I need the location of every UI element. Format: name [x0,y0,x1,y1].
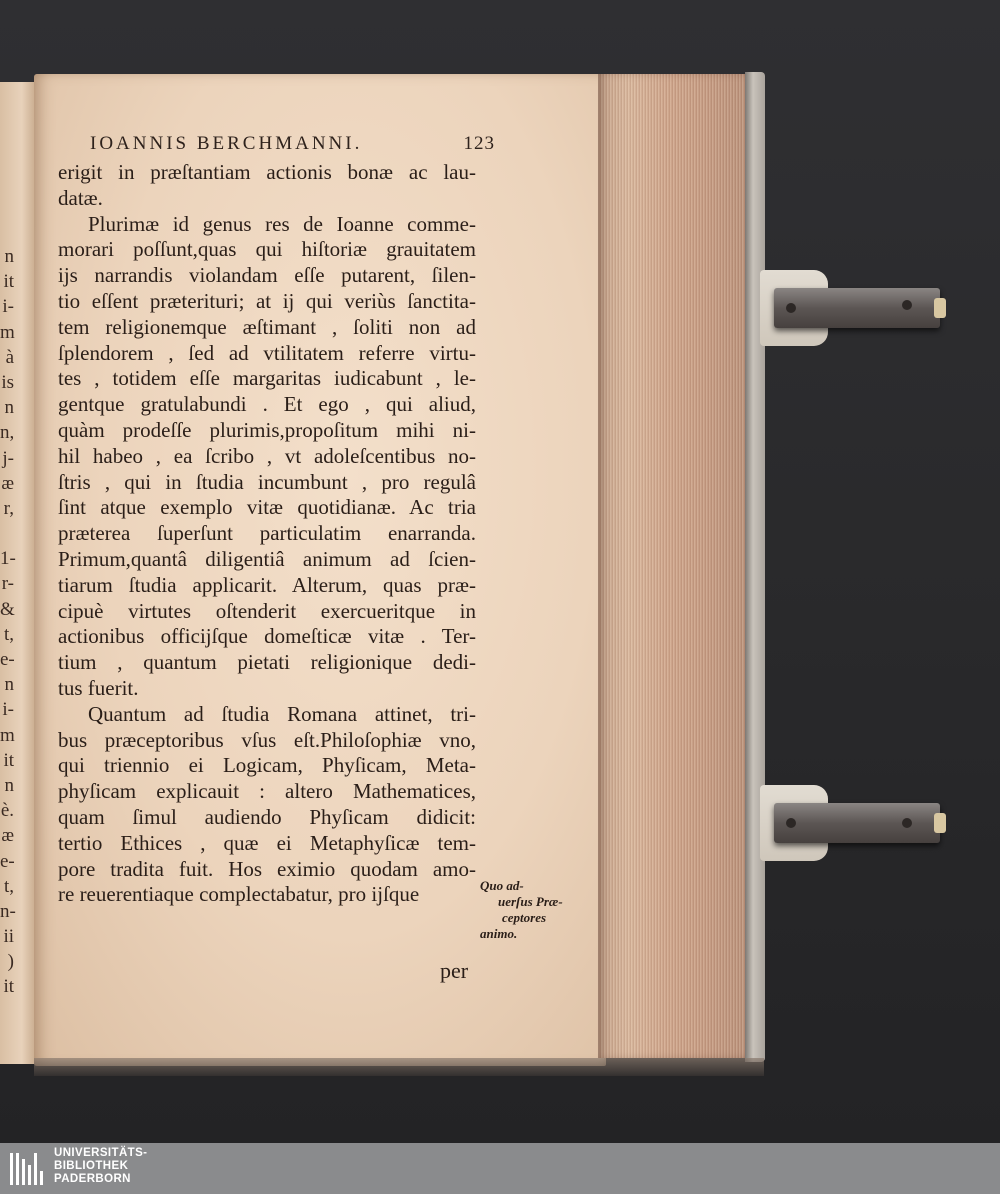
text-line: quàm prodeſſe plurimis,propoſitum mihi ni- [58,417,476,442]
previous-page-fragment: i- [2,699,14,721]
text-line: erigit in præſtantiam actionis bonæ ac lau- [58,160,476,184]
text-line: datæ. [58,185,103,210]
text-line: qui triennio ei Logicam, Phyſicam, Meta- [58,753,476,778]
marginal-note [480,878,566,942]
previous-page-fragment: è. [0,800,14,822]
previous-page-fragment: æ [1,825,14,847]
running-head [90,133,495,161]
library-footer-bar [0,1143,1000,1194]
marginal-note-line: Quo ad- [480,878,524,893]
text-line: Quantum ad ſtudia Romana attinet, tri- [88,701,476,726]
text-line: cipuè virtutes oſtenderit exercueritque in [58,598,476,623]
previous-page-fragment: r, [3,497,14,519]
text-line: phyſicam explicauit : altero Mathematices, [58,779,476,804]
text-line: actionibus officijſque domeſticæ vitæ . Ter- [58,624,476,649]
text-line: tem religionemque æſtimant , ſoliti non ad [58,314,476,339]
catchword: per [440,958,469,983]
previous-page-fragment: e- [0,850,15,872]
clasp-rivet [902,300,912,310]
text-line: re reuerentiaque complectabatur, pro ijſque [58,882,420,907]
text-line: morari poſſunt,quas qui hiſtoriæ grauitatem [58,237,476,262]
marginal-note-line: animo. [480,926,518,941]
book-bottom-edge [34,1058,764,1076]
book-cover-edge [745,72,765,1062]
text-line: ſtris , qui in ſtudia incumbunt , pro regulâ [58,469,476,494]
running-head-title: IOANNIS BERCHMANNI. [90,133,363,154]
previous-page-fragment: n [4,674,14,696]
text-line: tus fuerit. [58,675,139,700]
clasp-hook [934,298,946,318]
previous-page-fragment: m [0,321,15,343]
previous-page-fragment: e- [0,649,15,670]
text-line: ijs narrandis violandam eſſe putarent, ſilen- [58,263,476,288]
previous-page-fragment: r- [1,573,14,595]
previous-page-fragments [0,244,14,1000]
text-line: bus præceptoribus vſus eſt.Philoſophiæ vno, [58,727,476,752]
upper-clasp [760,270,944,346]
library-name-line: UNIVERSITÄTS- [54,1147,148,1159]
previous-page-fragment: is [1,371,14,393]
previous-page-fragment: it [3,976,14,998]
previous-page-fragment: n [4,397,14,419]
book-fore-edge [598,74,750,1058]
marginal-note-line: uerſus Præ- [498,894,563,909]
clasp-rivet [786,818,796,828]
previous-page-fragment: t, [3,875,14,897]
clasp-metal-plate [774,803,940,843]
library-logo-icon [8,1149,46,1189]
clasp-rivet [786,303,796,313]
library-name-line: PADERBORN [54,1173,131,1185]
previous-page-fragment: n, [0,422,15,444]
text-line: præterea ſuperſunt particulatim enarranda. [58,521,476,546]
text-line: Primum,quantâ diligentiâ animum ad ſcien- [58,546,476,571]
text-line: tio eſſent præterituri; at ij qui veriùs ſanctita- [58,288,476,313]
clasp-hook [934,813,946,833]
previous-page-fragment: n [4,774,14,796]
previous-page-fragment: m [0,724,15,746]
marginal-note-line: ceptores [502,910,547,925]
library-name [54,1147,147,1186]
previous-page-fragment: j- [2,447,14,469]
page-number: 123 [463,133,495,154]
body-text [58,160,476,908]
previous-page-fragment: æ [1,472,14,494]
previous-page-fragment: & [0,598,15,620]
previous-page-fragment: it [3,271,14,293]
previous-page-fragment: 1- [0,548,16,570]
text-line: quam ſimul audiendo Phyſicam didicit: [58,804,476,829]
text-line: tertio Ethices , quæ ei Metaphyſicæ tem- [58,830,476,855]
text-line: hil habeo , ea ſcribo , vt adoleſcentibus no- [58,443,476,468]
text-line: tes , totidem eſſe margaritas iudicabunt , le- [58,366,476,391]
text-line: tiarum ſtudia applicarit. Alterum, quas præ- [58,572,476,597]
text-line: gentque gratulabundi . Et ego , qui aliud, [58,392,476,417]
previous-page-fragment: ) [7,951,14,973]
previous-page-fragment: n- [0,900,16,922]
text-line: tium , quantum pietati religionique dedi- [58,650,476,675]
clasp-rivet [902,818,912,828]
previous-page-fragment: it [3,749,14,771]
previous-page-fragment: i- [2,296,14,318]
previous-page-fragment: n [4,246,14,267]
previous-page-edge [0,82,38,1064]
text-line: ſplendorem , ſed ad vtilitatem referre virtu- [58,340,476,365]
lower-clasp [760,785,944,861]
text-line: ſint atque exemplo vitæ quotidianæ. Ac tria [58,495,476,520]
previous-page-fragment: à [5,346,14,368]
text-line: Plurimæ id genus res de Ioanne comme- [88,211,476,236]
previous-page-fragment [0,521,14,546]
library-name-line: BIBLIOTHEK [54,1160,129,1172]
text-line: pore tradita fuit. Hos eximio quodam amo- [58,856,476,881]
clasp-metal-plate [774,288,940,328]
previous-page-fragment: ii [3,926,14,948]
previous-page-fragment: t, [3,623,14,645]
